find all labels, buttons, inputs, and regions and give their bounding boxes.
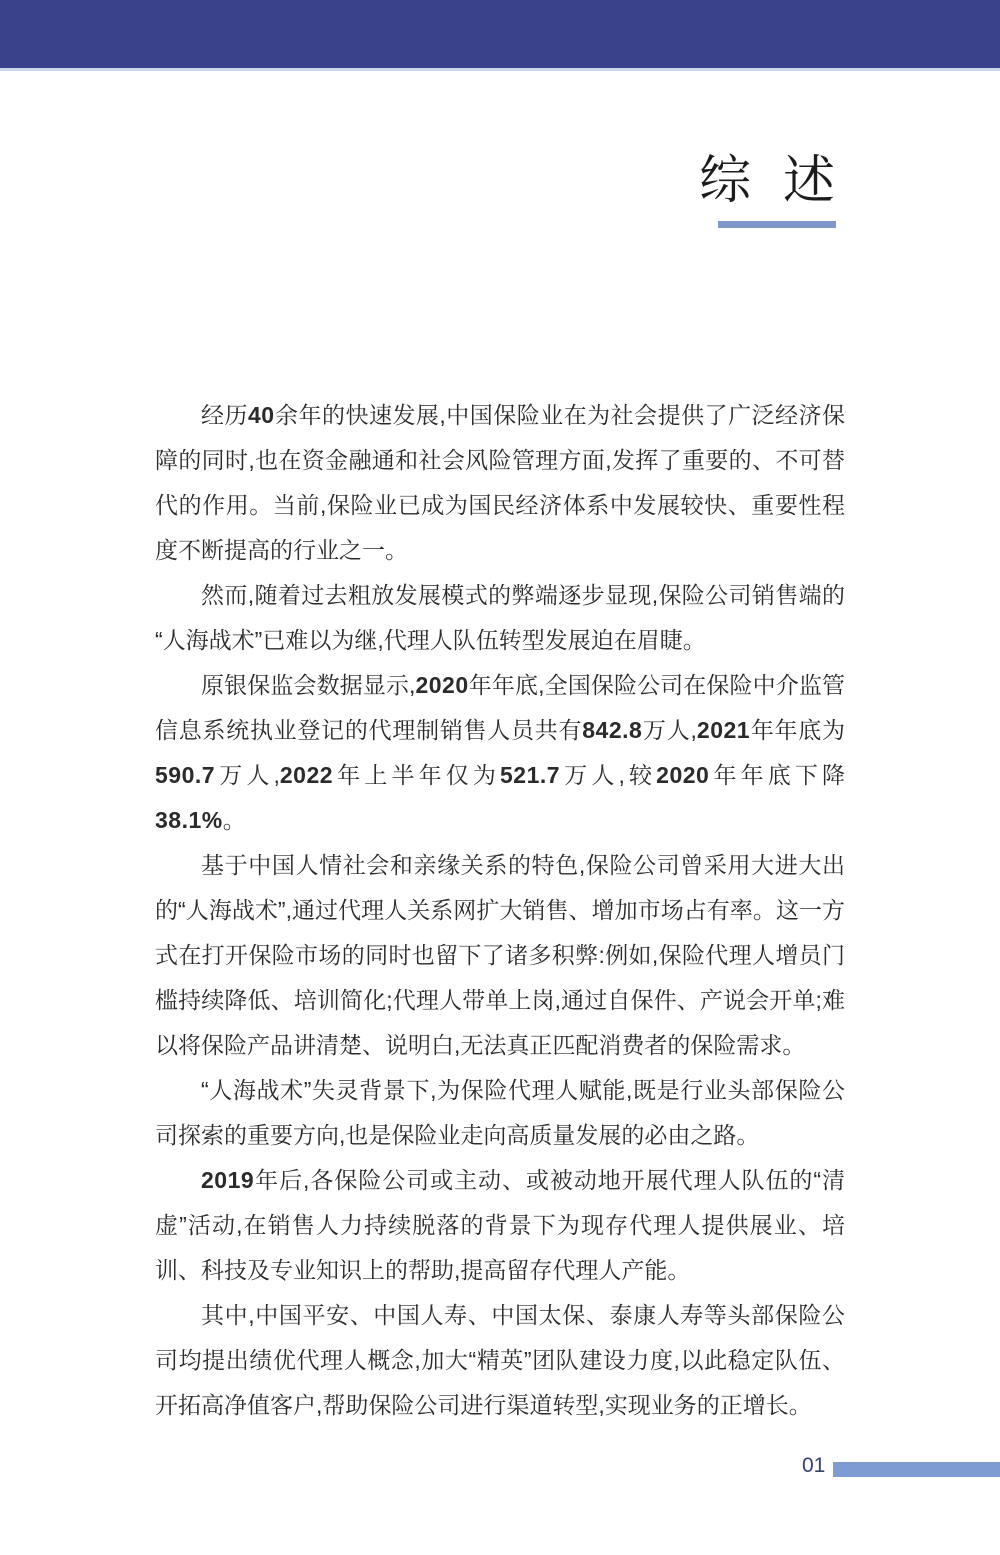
title-underline xyxy=(718,221,836,228)
body-paragraphs xyxy=(155,393,845,1428)
paragraph: “人海战术”失灵背景下,为保险代理人赋能,既是行业头部保险公司探索的重要方向,也是保险业走向高质量发展的必由之路。 xyxy=(155,1077,845,1148)
chapter-title-block xyxy=(699,150,836,228)
paragraph: 其中,中国平安、中国人寿、中国太保、泰康人寿等头部保险公司均提出绩优代理人概念,加大“精英”团队建设力度,以此稳定队伍、开拓高净值客户,帮助保险公司进行渠道转型,实现业务的正增长。 xyxy=(155,1302,845,1418)
chapter-title: 综 述 xyxy=(699,152,836,210)
header-band xyxy=(0,0,1000,71)
page-number: 01 xyxy=(802,1454,826,1477)
footer-bar xyxy=(833,1462,1000,1477)
paragraph: 基于中国人情社会和亲缘关系的特色,保险公司曾采用大进大出的“人海战术”,通过代理人关系网扩大销售、增加市场占有率。这一方式在打开保险市场的同时也留下了诸多积弊:例如,保险代理人增员门槛持续降低、培训简化;代理人带单上岗,通过自保件、产说会开单;难以将保险产品讲清楚、说明白,无法真正匹配消费者的保险需求。 xyxy=(155,852,845,1058)
paragraph: 然而,随着过去粗放发展模式的弊端逐步显现,保险公司销售端的“人海战术”已难以为继,代理人队伍转型发展迫在眉睫。 xyxy=(155,582,845,653)
paragraph: 原银保监会数据显示,2020年年底,全国保险公司在保险中介监管信息系统执业登记的代理制销售人员共有842.8万人,2021年年底为590.7万人,2022年上半年仅为521.7万人,较2020年年底下降38.1%。 xyxy=(155,672,846,833)
paragraph: 2019年后,各保险公司或主动、或被动地开展代理人队伍的“清虚”活动,在销售人力持续脱落的背景下为现存代理人提供展业、培训、科技及专业知识上的帮助,提高留存代理人产能。 xyxy=(155,1167,845,1283)
paragraph: 经历40余年的快速发展,中国保险业在为社会提供了广泛经济保障的同时,也在资金融通和社会风险管理方面,发挥了重要的、不可替代的作用。当前,保险业已成为国民经济体系中发展较快、重要性程度不断提高的行业之一。 xyxy=(155,402,846,563)
